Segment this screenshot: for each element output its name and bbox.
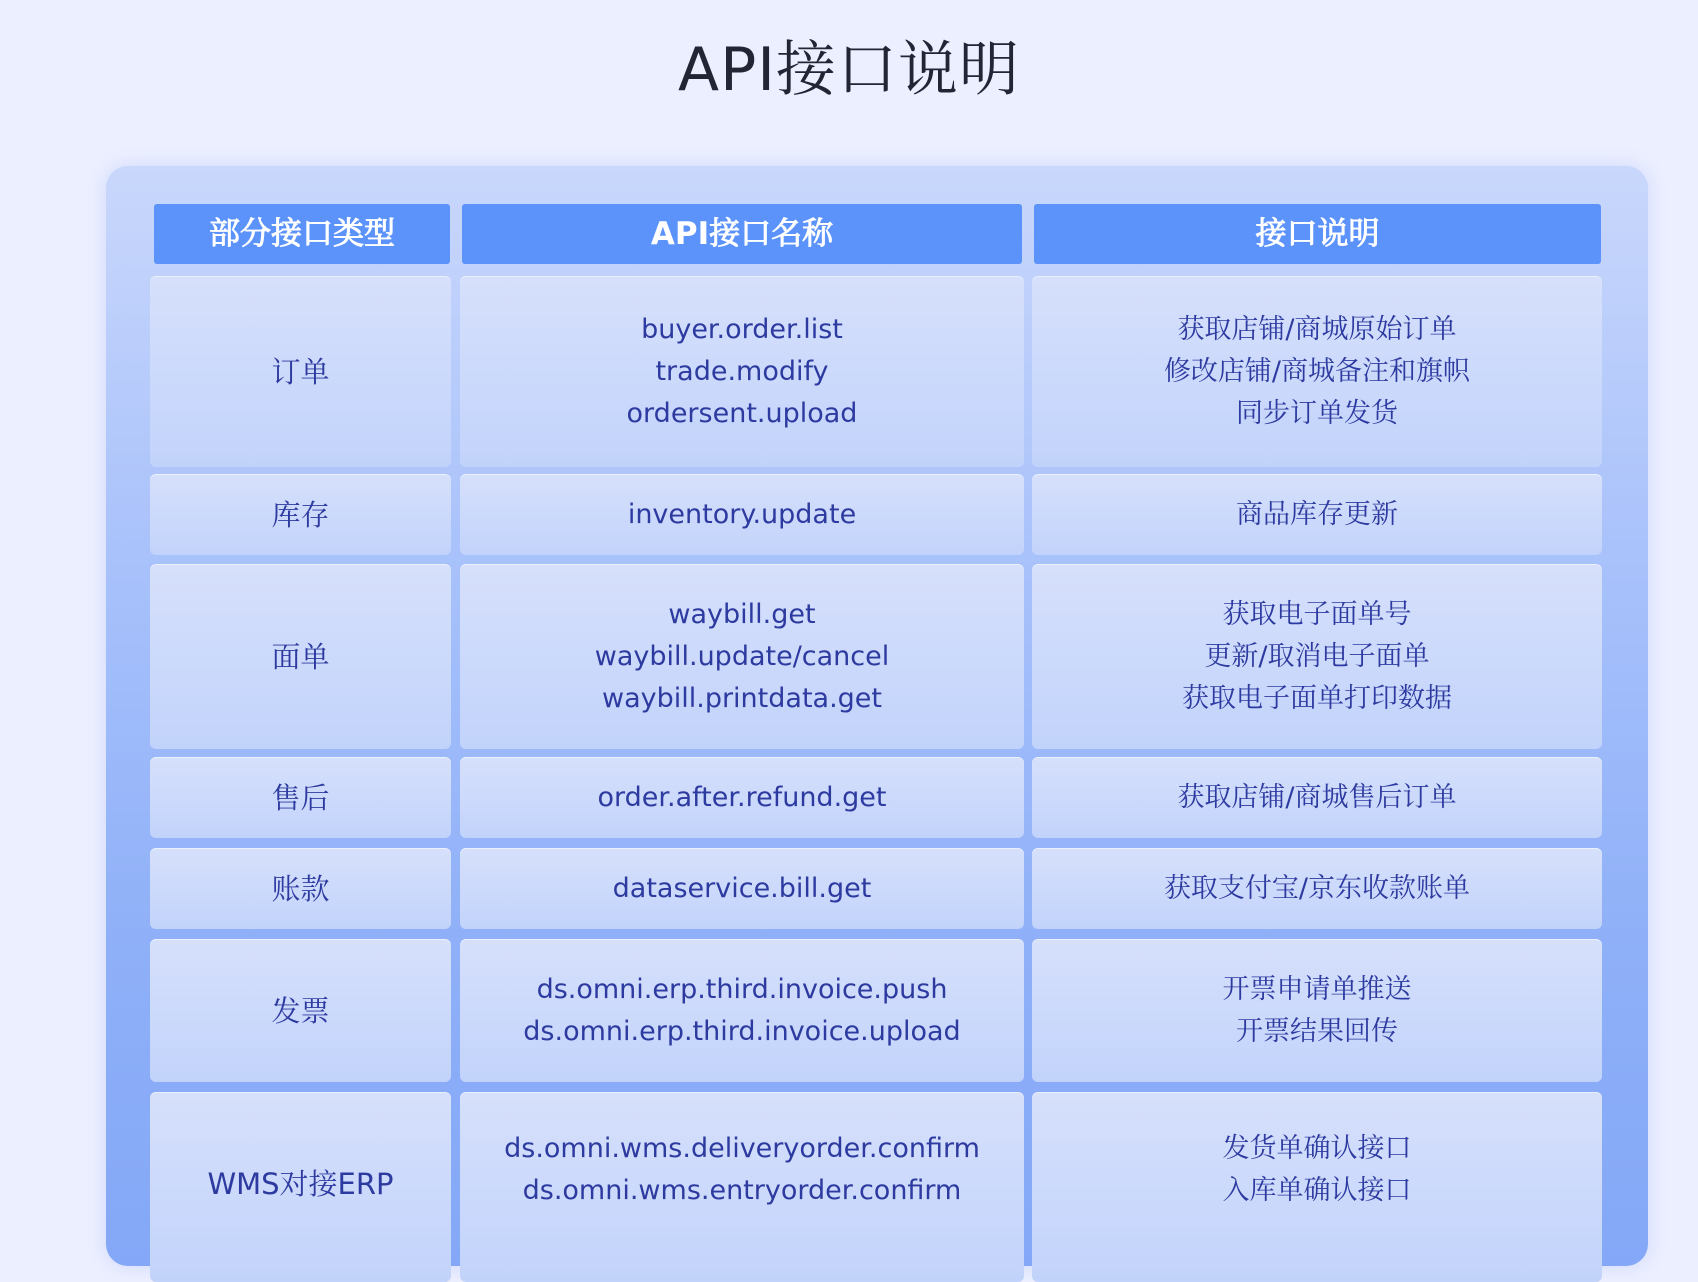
- row-api-cell: [460, 1092, 1024, 1282]
- row-type-cell: [150, 564, 451, 749]
- api-name: ordersent.upload: [626, 397, 858, 429]
- api-description: 开票结果回传: [1236, 1015, 1398, 1047]
- row-desc-cell: [1032, 939, 1602, 1082]
- api-name: inventory.update: [627, 498, 857, 530]
- row-type-cell: [150, 848, 451, 929]
- row-desc-cell: [1032, 757, 1602, 838]
- row-api-cell: [460, 757, 1024, 838]
- api-name: waybill.update/cancel: [594, 640, 890, 672]
- page-title: API接口说明: [678, 35, 1020, 105]
- row-type-label: 售后: [271, 780, 330, 815]
- header-description: 接口说明: [1034, 204, 1601, 264]
- row-type-label: 账款: [271, 871, 330, 906]
- row-type-cell: [150, 757, 451, 838]
- api-name: waybill.printdata.get: [601, 682, 882, 714]
- api-description: 获取店铺/商城售后订单: [1177, 781, 1457, 813]
- api-description: 发货单确认接口: [1222, 1133, 1412, 1164]
- api-description: 获取电子面单号: [1222, 598, 1412, 630]
- api-description: 开票申请单推送: [1222, 973, 1412, 1005]
- header-api-name: API接口名称: [462, 204, 1022, 264]
- api-description: 商品库存更新: [1236, 498, 1398, 530]
- row-type-label: 订单: [271, 354, 330, 389]
- api-name: buyer.order.list: [641, 313, 843, 345]
- api-name: ds.omni.wms.deliveryorder.confirm: [504, 1133, 980, 1164]
- api-name: ds.omni.erp.third.invoice.upload: [523, 1015, 961, 1047]
- row-desc-cell: [1032, 474, 1602, 555]
- api-name: ds.omni.wms.entryorder.confirm: [522, 1175, 962, 1206]
- api-description: 获取店铺/商城原始订单: [1177, 313, 1457, 345]
- api-name: dataservice.bill.get: [612, 872, 872, 904]
- row-type-label: 库存: [271, 497, 330, 532]
- row-type-label: WMS对接ERP: [207, 1167, 394, 1201]
- api-name: ds.omni.erp.third.invoice.push: [536, 973, 948, 1005]
- row-type-cell: [150, 1092, 451, 1282]
- api-name: order.after.refund.get: [597, 781, 887, 813]
- row-type-cell: [150, 276, 451, 467]
- row-api-cell: [460, 848, 1024, 929]
- row-desc-cell: [1032, 276, 1602, 467]
- api-name: trade.modify: [655, 355, 829, 387]
- header-interface-type: 部分接口类型: [154, 204, 450, 264]
- row-type-cell: [150, 474, 451, 555]
- row-api-cell: [460, 276, 1024, 467]
- row-type-cell: [150, 939, 451, 1082]
- api-description: 获取电子面单打印数据: [1182, 682, 1452, 714]
- row-api-cell: [460, 564, 1024, 749]
- api-name: waybill.get: [668, 598, 816, 630]
- row-desc-cell: [1032, 848, 1602, 929]
- row-type-label: 发票: [271, 993, 330, 1028]
- api-description: 同步订单发货: [1236, 397, 1398, 429]
- row-api-cell: [460, 474, 1024, 555]
- api-description: 更新/取消电子面单: [1204, 640, 1430, 672]
- row-desc-cell: [1032, 1092, 1602, 1282]
- row-type-label: 面单: [271, 639, 330, 674]
- api-description: 获取支付宝/京东收款账单: [1163, 872, 1471, 904]
- row-api-cell: [460, 939, 1024, 1082]
- api-description: 修改店铺/商城备注和旗帜: [1163, 355, 1471, 387]
- api-description: 入库单确认接口: [1222, 1175, 1412, 1206]
- row-desc-cell: [1032, 564, 1602, 749]
